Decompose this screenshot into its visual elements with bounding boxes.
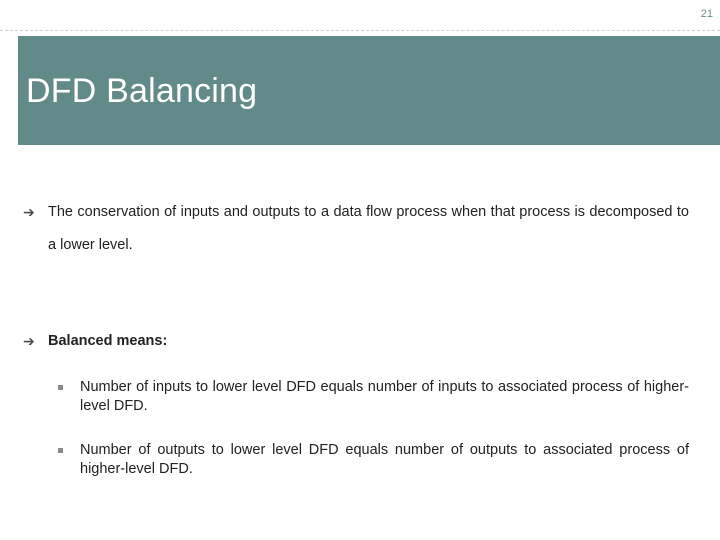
bullet-conservation: [23, 203, 689, 262]
page-number: 21: [700, 8, 713, 20]
bullet-balanced-means: [23, 332, 689, 350]
right-arrow-icon: ➔: [23, 204, 35, 220]
slide-title: DFD Balancing: [26, 72, 258, 110]
top-divider: [0, 30, 720, 31]
sub-bullet-text: Number of inputs to lower level DFD equals number of inputs to associated process of higher-level DFD.: [80, 379, 689, 414]
sub-bullet-inputs: [58, 378, 689, 416]
square-bullet-icon: [58, 385, 63, 390]
right-arrow-icon: ➔: [23, 333, 35, 349]
bullet-text: Balanced means:: [48, 333, 168, 349]
bullet-text: The conservation of inputs and outputs to a data flow process when that process is decomposed to a lower level.: [48, 204, 689, 253]
sub-bullet-text: Number of outputs to lower level DFD equals number of outputs to associated process of higher-level DFD.: [80, 442, 689, 477]
square-bullet-icon: [58, 448, 63, 453]
sub-bullet-outputs: [58, 441, 689, 479]
